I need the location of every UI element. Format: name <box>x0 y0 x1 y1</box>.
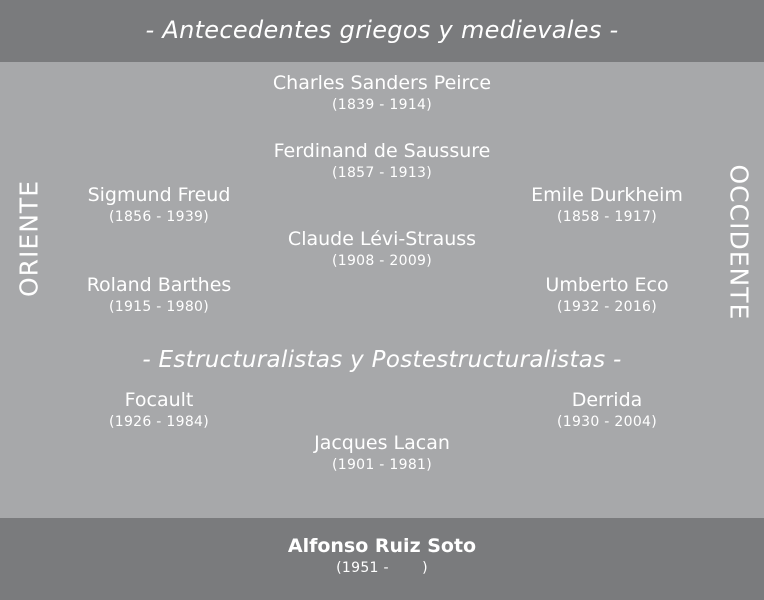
person-years: (1926 - 1984) <box>108 414 210 430</box>
person-years: (1856 - 1939) <box>108 209 210 225</box>
person-levi-strauss <box>252 228 512 271</box>
author-name: Alfonso Ruiz Soto <box>287 535 477 557</box>
side-label-right: OCCIDENTE <box>724 164 754 321</box>
person-name: Emile Durkheim <box>531 184 683 206</box>
person-eco <box>477 274 737 317</box>
person-years: (1915 - 1980) <box>108 299 210 315</box>
person-ruiz-soto <box>252 535 512 578</box>
person-name: Sigmund Freud <box>87 184 231 206</box>
person-durkheim <box>477 184 737 227</box>
person-years: (1858 - 1917) <box>556 209 658 225</box>
section-title: - Estructuralistas y Postestructuralistas - <box>142 347 622 373</box>
person-years: (1857 - 1913) <box>331 165 433 181</box>
person-years: (1932 - 2016) <box>556 299 658 315</box>
person-years: (1839 - 1914) <box>331 97 433 113</box>
side-label-left: ORIENTE <box>14 180 44 297</box>
person-lacan <box>252 432 512 475</box>
person-years: (1901 - 1981) <box>331 457 433 473</box>
person-name: Jacques Lacan <box>314 432 450 454</box>
person-name: Focault <box>124 389 194 411</box>
person-years: (1930 - 2004) <box>556 414 658 430</box>
person-name: Umberto Eco <box>545 274 669 296</box>
person-derrida <box>477 389 737 432</box>
person-focault <box>29 389 289 432</box>
person-years: (1908 - 2009) <box>331 253 433 269</box>
person-barthes <box>29 274 289 317</box>
person-name: Derrida <box>571 389 643 411</box>
person-peirce <box>252 72 512 115</box>
header-title: - Antecedentes griegos y medievales - <box>145 16 619 44</box>
person-name: Claude Lévi-Strauss <box>287 228 477 250</box>
person-name: Roland Barthes <box>86 274 232 296</box>
person-saussure <box>252 140 512 183</box>
author-years: (1951 - ) <box>336 560 428 576</box>
person-freud <box>29 184 289 227</box>
person-name: Charles Sanders Peirce <box>272 72 492 94</box>
person-name: Ferdinand de Saussure <box>273 140 491 162</box>
